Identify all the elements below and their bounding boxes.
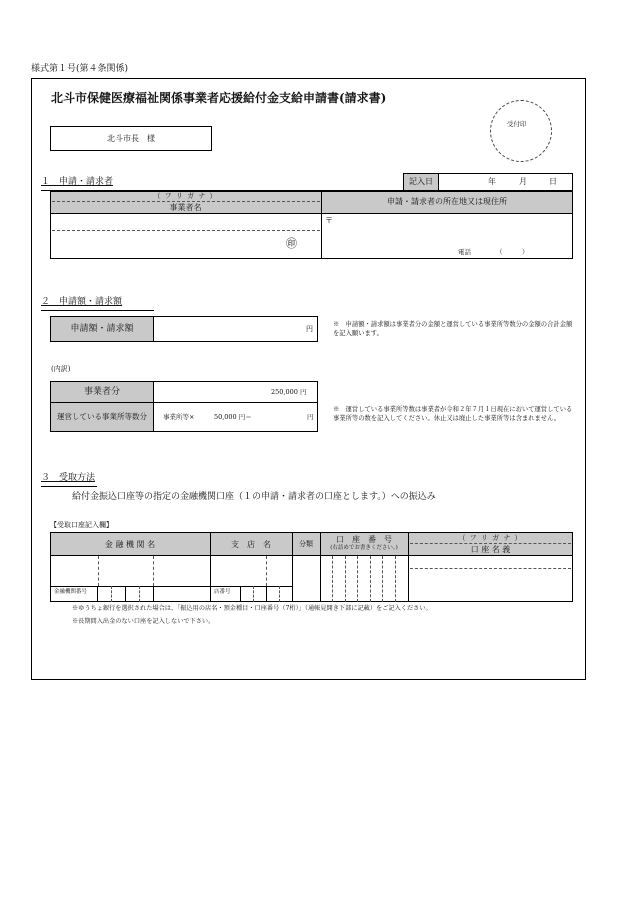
account-type-field[interactable] — [293, 556, 319, 601]
address-header: 申請・請求者の所在地又は現住所 — [387, 197, 507, 206]
branch-name-field[interactable] — [211, 556, 291, 586]
section1-heading: １ 申請・請求者 — [41, 177, 114, 187]
col-type: 分類 — [299, 540, 313, 548]
col-holder: 口 座 名 義 — [470, 545, 511, 554]
phone-label: 電話 — [458, 248, 471, 256]
amount-label: 申請額・請求額 — [50, 316, 154, 342]
stamp-circle — [490, 100, 552, 162]
offices-label: 運営している事業所等数分 — [50, 402, 154, 432]
postal-mark: 〒 — [325, 216, 333, 225]
section3-heading: ３ 受取方法 — [41, 473, 96, 483]
method-description: 給付金振込口座等の指定の金融機関口座（１の申請・請求者の口座とします。）への振込み — [72, 492, 436, 502]
amount-yen: 円 — [306, 325, 313, 333]
business-label: 事業者分 — [50, 381, 154, 403]
col-branch: 支 店 名 — [231, 540, 271, 549]
yucho-note: ※ゆうちょ銀行を選択された場合は、「振込用の店名・預金種目・口座番号（7桁）」（通帳見開き下部に記載）をご記入ください。 — [72, 605, 432, 612]
page-title: 北斗市保健医療福祉関係事業者応援給付金支給申請書(請求書) — [51, 91, 387, 105]
col-bank: 金 融 機 関 名 — [104, 540, 156, 549]
business-amount: 250,000 円 — [271, 388, 307, 396]
dormant-note: ※長期間入出金のない口座を記入しないで下さい。 — [72, 618, 215, 625]
account-title: 【受取口座記入欄】 — [50, 521, 113, 529]
phone-parens: （ ） — [496, 248, 529, 256]
account-holder-field[interactable] — [409, 556, 572, 601]
breakdown-label: (内訳) — [51, 365, 71, 373]
amount-note: ※ 申請額・請求額は事業者分の金額と運営している事業所等数分の金額の合計金額を記入願います。 — [333, 321, 573, 338]
address-field[interactable] — [322, 214, 572, 258]
amount-field[interactable] — [153, 316, 318, 342]
stamp-label: 受付印 — [507, 120, 527, 128]
date-label: 記入日 — [403, 173, 439, 191]
col-account: 口 座 番 号 — [336, 535, 392, 544]
furigana-label: （ フ リ ガ ナ ） — [153, 192, 218, 200]
offices-formula: 事業所等× 50,000 円＝ — [163, 413, 252, 421]
bank-code-label: 金融機関番号 — [54, 589, 88, 595]
seal-mark: ㊞ — [286, 237, 297, 250]
branch-code-label: 店番号 — [214, 589, 231, 595]
col-furigana: （ フ リ ガ ナ ） — [458, 534, 523, 542]
offices-note: ※ 運営している事業所等数は事業者が令和２年７月１日現在において運営している事業所等の数を記入してください。休止又は廃止した事業所等は含まれません。 — [333, 406, 573, 423]
name-header: 事業者名 — [169, 203, 202, 212]
month-unit: 月 — [519, 177, 527, 186]
form-number: 様式第１号(第４条関係) — [31, 64, 129, 74]
day-unit: 日 — [549, 177, 557, 186]
section2-heading: ２ 申請額・請求額 — [41, 297, 123, 307]
offices-yen: 円 — [307, 413, 314, 421]
col-account-sub: (右詰めでお書きください。) — [330, 545, 398, 551]
bank-name-field[interactable] — [51, 556, 209, 586]
addressee: 北斗市長 様 — [50, 126, 212, 151]
business-name-field[interactable] — [51, 214, 320, 258]
year-unit: 年 — [488, 177, 496, 186]
